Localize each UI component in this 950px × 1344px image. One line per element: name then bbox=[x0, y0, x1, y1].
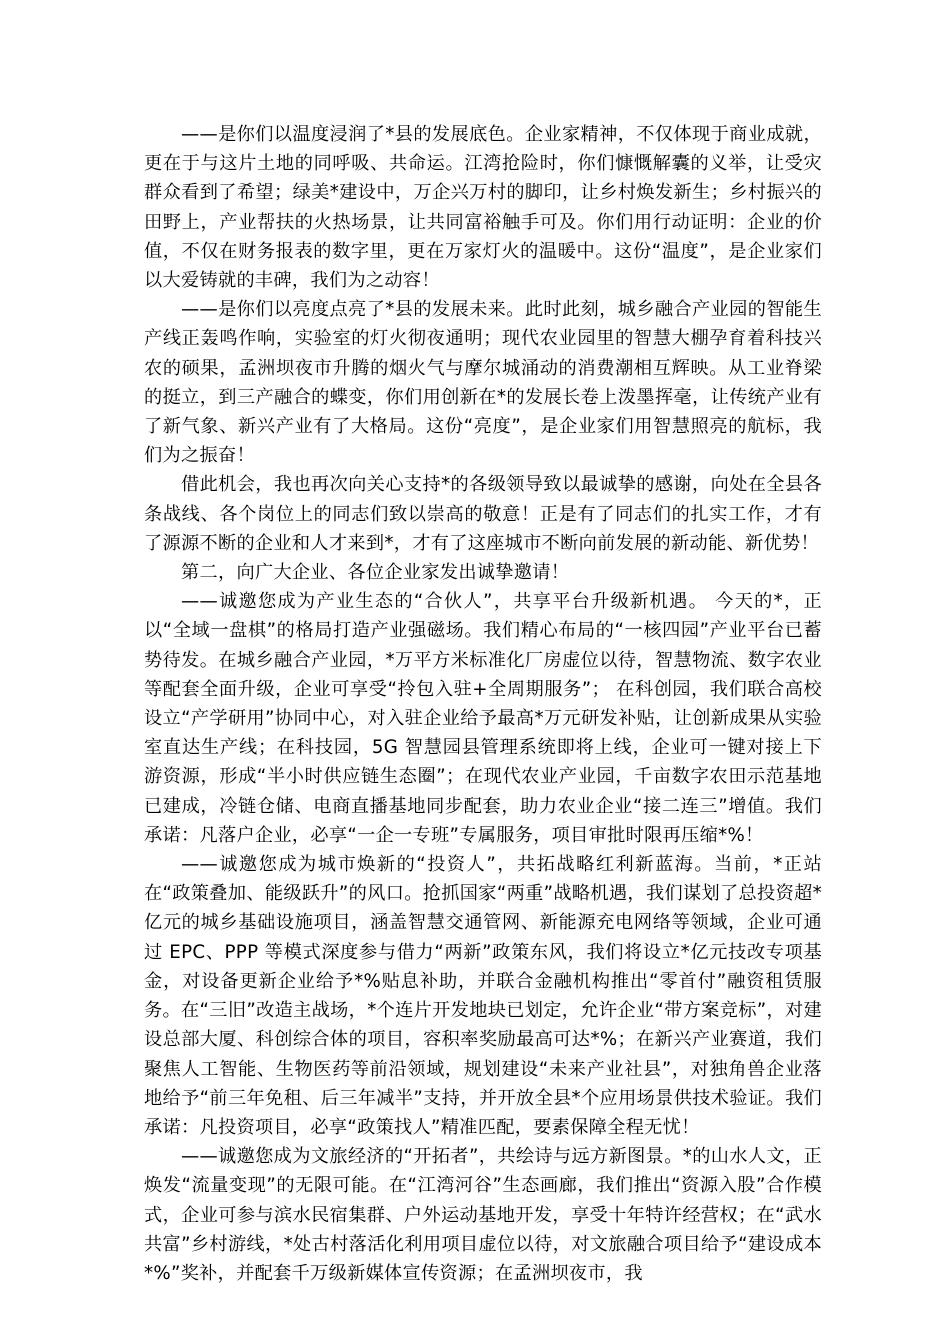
document-body bbox=[144, 120, 822, 1288]
paragraph-industry-partner: ——诚邀您成为产业生态的“合伙人”，共享平台升级新机遇。 今天的*，正以“全域一盘棋”的格局打造产业强磁场。我们精心布局的“一核四园”产业平台已蓄势待发。在城乡融合产业园，*万平方米标准化厂房虚位以待，智慧物流、数字农业等配套全面升级，企业可享受“拎包入驻+全周期服务”； 在科创园，我们联合高校设立“产学研用”协同中心，对入驻企业给予最高*万元研发补贴，让创新成果从实验室直达生产线；在科技园，5G 智慧园县管理系统即将上线，企业可一键对接上下游资源，形成“半小时供应链生态圈”；在现代农业产业园，千亩数字农田示范基地已建成，冷链仓储、电商直播基地同步配套，助力农业企业“接二连三”增值。我们承诺：凡落户企业，必享“一企一专班”专属服务，项目审批时限再压缩*%！ bbox=[144, 591, 822, 846]
paragraph-warmth: ——是你们以温度浸润了*县的发展底色。企业家精神，不仅体现于商业成就，更在于与这片土地的同呼吸、共命运。江湾抢险时，你们慷慨解囊的义举，让受灾群众看到了希望；绿美*建设中，万企兴万村的脚印，让乡村焕发新生；乡村振兴的田野上，产业帮扶的火热场景，让共同富裕触手可及。你们用行动证明：企业的价值，不仅在财务报表的数字里，更在万家灯火的温暖中。这份“温度”，是企业家们以大爱铸就的丰碑，我们为之动容！ bbox=[144, 124, 822, 292]
paragraph-city-investor: ——诚邀您成为城市焕新的“投资人”，共拓战略红利新蓝海。当前，*正站在“政策叠加、能级跃升”的风口。抢抓国家“两重”战略机遇，我们谋划了总投资超*亿元的城乡基础设施项目，涵盖智慧交通管网、新能源充电网络等领域，企业可通过 EPC、PPP 等模式深度参与借力“两新”政策东风，我们将设立*亿元技改专项基金，对设备更新企业给予*%贴息补助，并联合金融机构推出“零首付”融资租赁服务。在“三旧”改造主战场，*个连片开发地块已划定，允许企业“带方案竞标”，对建设总部大厦、科创综合体的项目，容积率奖励最高可达*%；在新兴产业赛道，我们聚焦人工智能、生物医药等前沿领域，规划建设“未来产业社县”，对独角兽企业落地给予“前三年免租、后三年减半”支持，并开放全县*个应用场景供技术验证。我们承诺：凡投资项目，必享“政策找人”精准匹配，要素保障全程无忧！ bbox=[144, 854, 822, 1138]
paragraph-invitation-heading: 第二，向广大企业、各位企业家发出诚挚邀请！ bbox=[181, 562, 570, 584]
paragraph-brightness: ——是你们以亮度点亮了*县的发展未来。此时此刻，城乡融合产业园的智能生产线正轰鸣作响，实验室的灯火彻夜通明；现代农业园里的智慧大棚孕育着科技兴农的硕果，孟洲坝夜市升腾的烟火气与摩尔城涌动的消费潮相互辉映。从工业脊梁的挺立，到三产融合的蝶变，你们用创新在*的发展长卷上泼墨挥毫，让传统产业有了新气象、新兴产业有了大格局。这份“亮度”，是企业家们用智慧照亮的航标，我们为之振奋！ bbox=[144, 299, 822, 467]
paragraph-thanks: 借此机会，我也再次向关心支持*的各级领导致以最诚挚的感谢，向处在全县各条战线、各个岗位上的同志们致以崇高的敬意！正是有了同志们的扎实工作，才有了源源不断的企业和人才来到*，才有了这座城市不断向前发展的新动能、新优势！ bbox=[144, 474, 822, 554]
paragraph-culture-tourism: ——诚邀您成为文旅经济的“开拓者”，共绘诗与远方新图景。*的山水人文，正焕发“流量变现”的无限可能。在“江湾河谷”生态画廊，我们推出“资源入股”合作模式，企业可参与滨水民宿集群、户外运动基地开发，享受十年特许经营权；在“武水共富”乡村游线，*处古村落活化利用项目虚位以待，对文旅融合项目给予“建设成本*%”奖补，并配套千万级新媒体宣传资源；在孟洲坝夜市，我 bbox=[144, 1146, 822, 1284]
